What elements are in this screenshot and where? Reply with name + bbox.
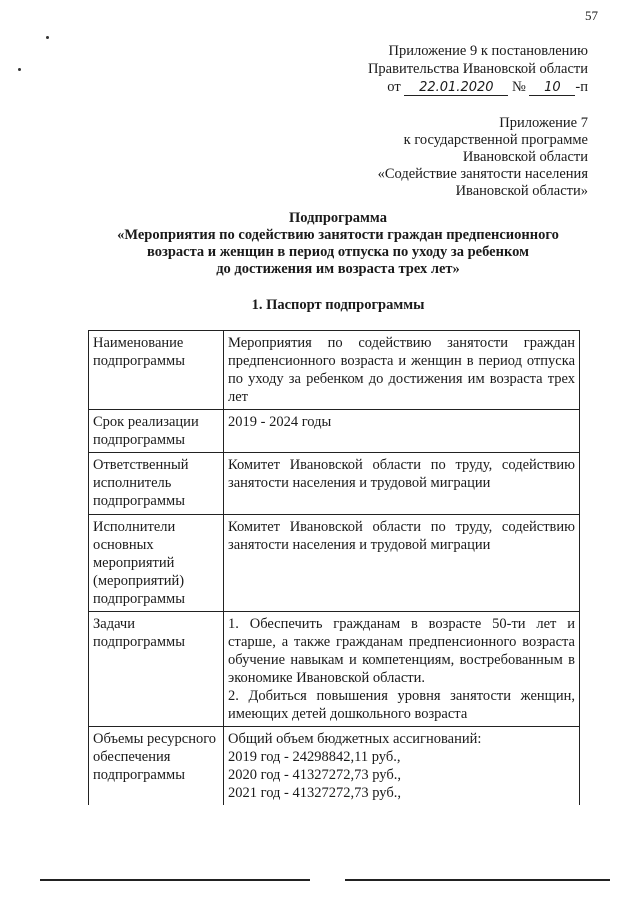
subprogram-title-line1: «Мероприятия по содействию занятости граждан предпенсионного	[117, 227, 559, 243]
table-row	[89, 331, 580, 410]
appendix-9-line1: Приложение 9 к постановлению	[388, 43, 588, 59]
table-row	[89, 727, 580, 806]
funding-total: Общий объем бюджетных ассигнований:	[228, 731, 482, 747]
task-1: 1. Обеспечить гражданам в возрасте 50-ти лет и старше, а также гражданам предпенсионного возраста обучение навыкам и компетенциям, востребованным в экономике Ивановской области.	[228, 616, 575, 686]
passport-table	[88, 330, 580, 805]
appendix-9-header	[328, 42, 588, 96]
executors-value: Комитет Ивановской области по труду, содействию занятости населения и трудовой миграции	[224, 515, 580, 612]
funding-2020: 2020 год - 41327272,73 руб.,	[228, 767, 401, 783]
responsible-label: Ответственный исполнитель подпрограммы	[89, 453, 224, 515]
handwritten-date: 22.01.2020	[404, 80, 508, 96]
number-suffix: -п	[575, 79, 588, 95]
appendix-7-line3: Ивановской области	[462, 149, 588, 165]
name-label: Наименование подпрограммы	[89, 331, 224, 410]
appendix-7-line5: Ивановской области»	[455, 183, 588, 199]
handwritten-number: 10	[529, 80, 575, 96]
scan-speck	[18, 68, 21, 71]
task-2: 2. Добиться повышения уровня занятости женщин, имеющих детей дошкольного возраста	[228, 688, 575, 722]
name-value: Мероприятия по содействию занятости граждан предпенсионного возраста и женщин в период отпуска по уходу за ребенком до достижения им возраста трех лет	[224, 331, 580, 410]
bottom-rule	[40, 879, 310, 881]
bottom-rule	[345, 879, 610, 881]
table-row	[89, 410, 580, 453]
subprogram-title-line3: до достижения им возраста трех лет»	[216, 261, 460, 277]
term-label: Срок реализации подпрограммы	[89, 410, 224, 453]
appendix-7-header	[328, 115, 588, 200]
appendix-7-line1: Приложение 7	[499, 115, 588, 131]
funding-2019: 2019 год - 24298842,11 руб.,	[228, 749, 401, 765]
executors-label: Исполнители основных мероприятий (мероприятий) подпрограммы	[89, 515, 224, 612]
passport-title: 1. Паспорт подпрограммы	[251, 297, 425, 313]
table-row	[89, 453, 580, 515]
tasks-label: Задачи подпрограммы	[89, 612, 224, 727]
funding-label: Объемы ресурсного обеспечения подпрограммы	[89, 727, 224, 806]
page-number: 57	[585, 8, 598, 23]
appendix-9-date-line	[328, 78, 588, 96]
appendix-7-line2: к государственной программе	[403, 132, 588, 148]
appendix-7-line4: «Содействие занятости населения	[377, 166, 588, 182]
from-label: от	[387, 79, 401, 95]
scan-speck	[46, 36, 49, 39]
funding-2021: 2021 год - 41327272,73 руб.,	[228, 785, 401, 801]
table-row	[89, 612, 580, 727]
term-value: 2019 - 2024 годы	[224, 410, 580, 453]
appendix-9-line2: Правительства Ивановской области	[367, 61, 588, 77]
tasks-value	[224, 612, 580, 727]
subprogram-heading: Подпрограмма	[289, 210, 387, 226]
funding-value	[224, 727, 580, 806]
responsible-value: Комитет Ивановской области по труду, содействию занятости населения и трудовой миграции	[224, 453, 580, 515]
subprogram-title	[60, 210, 616, 278]
table-row	[89, 515, 580, 612]
number-label: №	[511, 79, 526, 95]
subprogram-title-line2: возраста и женщин в период отпуска по уходу за ребенком	[147, 244, 529, 260]
